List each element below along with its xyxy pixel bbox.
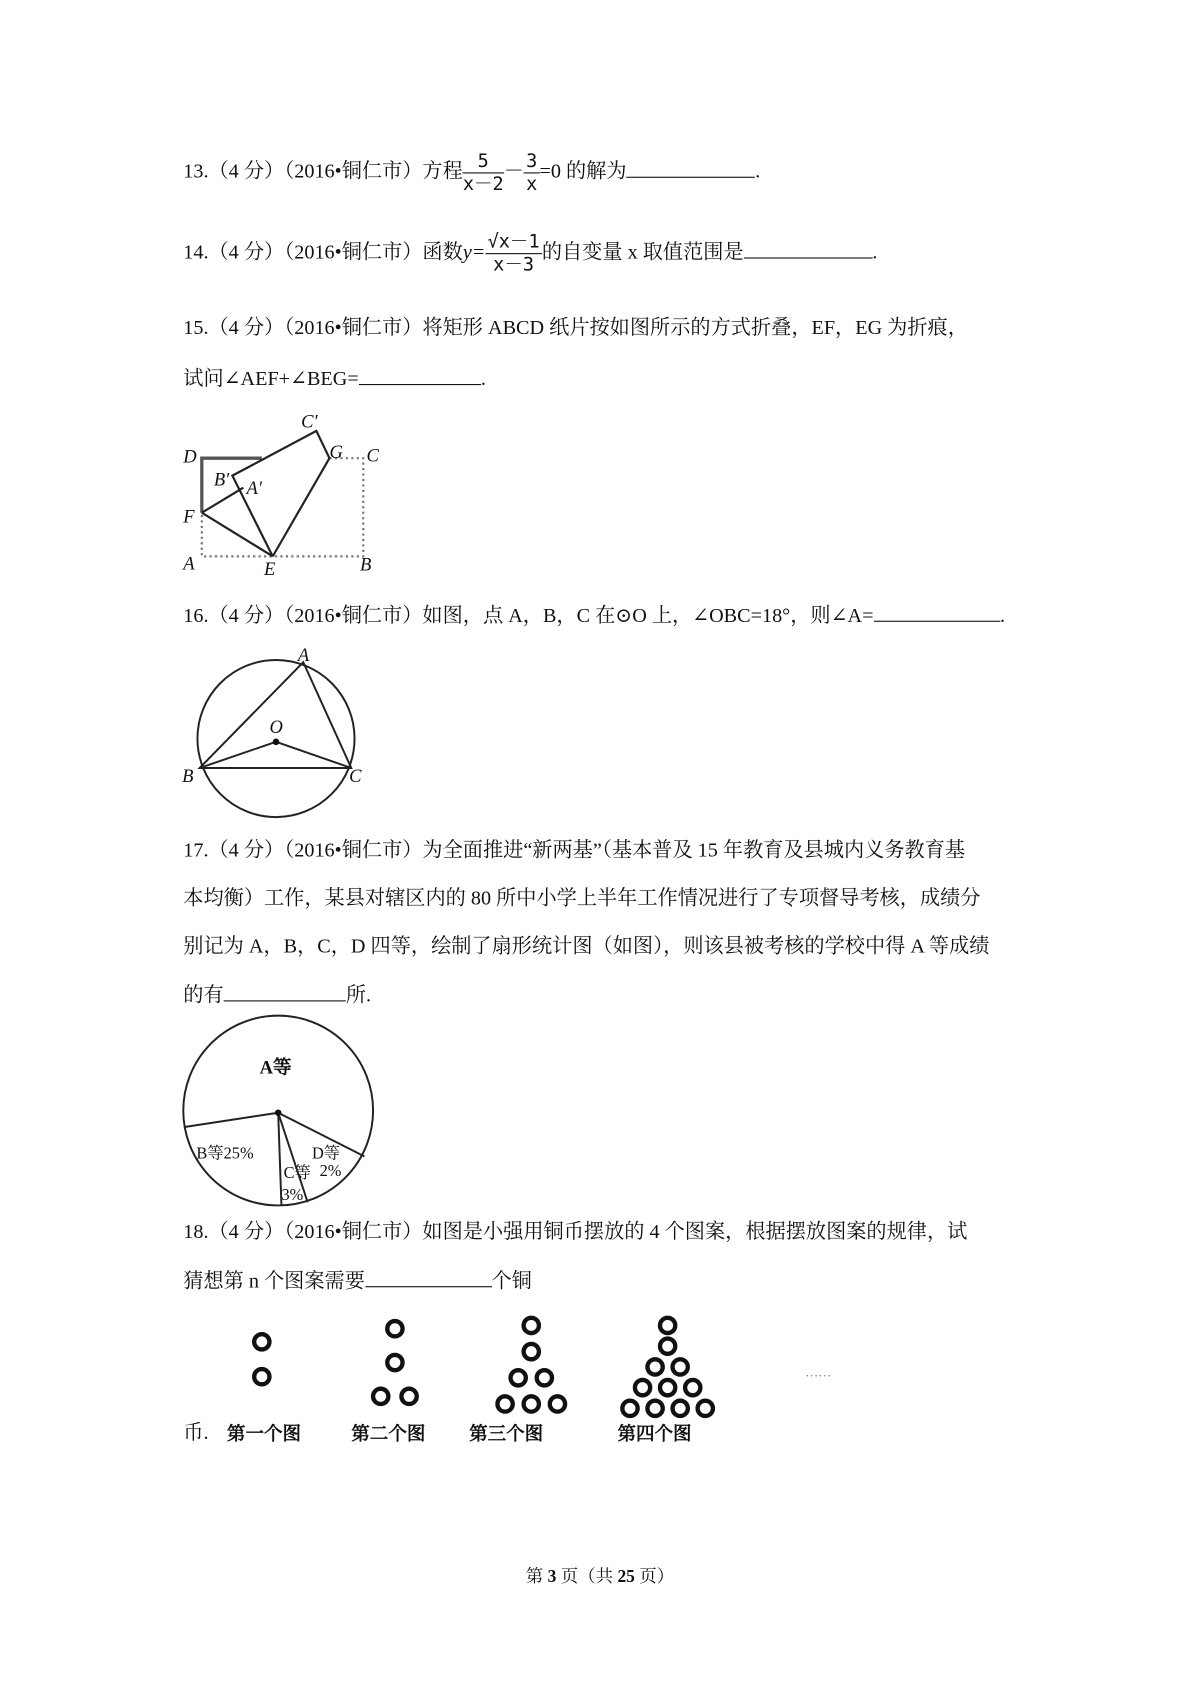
ellipsis: …… [805, 1364, 832, 1380]
q-text: 如图是小强用铜币摆放的 4 个图案，根据摆放图案的规律，试 [422, 1221, 968, 1244]
q-text: 个铜 [491, 1270, 532, 1293]
y-equals: y= [462, 241, 486, 264]
period: . [480, 368, 486, 391]
pie-label-a: A等 [259, 1057, 292, 1079]
label-a: A [183, 553, 195, 575]
coin [660, 1380, 675, 1395]
pie-label-c: C等 [283, 1163, 311, 1183]
q-num: 16. [183, 605, 209, 628]
pie-label-b: B等25% [196, 1143, 254, 1163]
label-d: D [183, 446, 197, 468]
coin [401, 1389, 416, 1404]
q-text: 的自变量 x 取值范围是 [541, 241, 744, 264]
q-meta: （4 分）（2016•铜仁市） [208, 1221, 423, 1244]
coin [660, 1339, 675, 1354]
question-15-line2 [183, 364, 486, 392]
answer-blank[interactable] [873, 601, 1000, 622]
q-meta: （4 分）（2016•铜仁市） [208, 605, 423, 628]
page-footer [0, 1562, 1200, 1587]
denominator: x [526, 173, 538, 196]
q-meta: （4 分）（2016•铜仁市） [208, 839, 423, 862]
label-f: F [183, 506, 195, 528]
page-total: 25 [617, 1567, 635, 1587]
coin [635, 1380, 650, 1395]
q-num: 13. [183, 161, 209, 183]
label-g: G [329, 442, 343, 464]
pie-label-c-percent: 3% [281, 1184, 304, 1204]
q-text: =0 的解为 [539, 161, 627, 183]
q-text: 如图，点 A，B，C 在⊙O 上，∠OBC=18°，则∠A= [422, 605, 874, 628]
label-c: C [366, 445, 379, 467]
coins [254, 1318, 713, 1416]
q-text: 的有 [183, 985, 224, 1007]
q-meta: （4 分）（2016•铜仁市） [208, 317, 423, 340]
figure-labels [181, 412, 379, 580]
label-b: B [182, 766, 194, 788]
pie-label-d: D等 [311, 1143, 341, 1163]
footer-text: 页（共 [556, 1567, 618, 1587]
q-num: 17. [183, 839, 209, 862]
caption-4: 第四个图 [617, 1423, 692, 1445]
q-text: 函数 [422, 241, 463, 264]
answer-blank[interactable] [627, 157, 756, 178]
label-b: B [359, 554, 372, 576]
period: . [872, 241, 878, 264]
answer-blank[interactable] [224, 981, 346, 1002]
numerator: 5 [463, 151, 504, 174]
footer-text: 第 [525, 1567, 548, 1587]
numerator: √x－1 [485, 231, 541, 254]
coin [254, 1334, 269, 1349]
footer-text: 页） [634, 1567, 675, 1587]
minus-sign: － [503, 161, 524, 183]
coin [254, 1369, 269, 1384]
label-a-prime: A′ [246, 478, 262, 500]
coin [387, 1321, 402, 1336]
q-text: 将矩形 ABCD 纸片按如图所示的方式折叠，EF，EG 为折痕， [422, 317, 968, 340]
caption-2: 第二个图 [351, 1423, 426, 1445]
caption-1: 第一个图 [226, 1423, 302, 1445]
pie-label-d-percent: 2% [319, 1160, 342, 1180]
coin [673, 1401, 688, 1416]
fraction [524, 151, 540, 196]
answer-blank[interactable] [365, 1267, 492, 1288]
question-17-line4 [183, 981, 371, 1009]
coin [550, 1396, 565, 1411]
coin [647, 1401, 662, 1416]
coin [673, 1359, 688, 1374]
coin [685, 1380, 700, 1395]
q-text: 币. [183, 1422, 209, 1445]
q-text: 本均衡）工作，某县对辖区内的 80 所中小学上半年工作情况进行了专项督导考核，成绩分 [183, 887, 981, 910]
coin [647, 1359, 662, 1374]
q-text: 猜想第 n 个图案需要 [183, 1270, 365, 1293]
q-num: 15. [183, 317, 209, 340]
q-meta: （4 分）（2016•铜仁市） [208, 241, 423, 264]
coin [497, 1396, 512, 1411]
coin [660, 1318, 675, 1333]
q-text: 所. [345, 985, 372, 1007]
question-16 [183, 601, 1005, 629]
q-text: 试问∠AEF+∠BEG= [183, 368, 359, 391]
question-14 [183, 231, 877, 276]
coin [524, 1396, 539, 1411]
q-text: 方程 [422, 161, 463, 183]
denominator: x－3 [493, 254, 535, 276]
label-e: E [263, 558, 276, 580]
coin [537, 1370, 552, 1385]
denominator: x－2 [462, 173, 504, 196]
page-number: 3 [547, 1567, 557, 1587]
question-17 [183, 838, 965, 864]
q-num: 18. [183, 1221, 209, 1244]
caption-3: 第三个图 [469, 1423, 544, 1445]
numerator: 3 [524, 151, 540, 174]
question-13 [183, 151, 760, 196]
question-15 [183, 315, 968, 341]
question-18-line2 [183, 1267, 532, 1295]
period: . [755, 161, 761, 183]
label-c: C [349, 766, 362, 788]
period: . [1000, 605, 1006, 628]
q-meta: （4 分）（2016•铜仁市） [208, 161, 423, 183]
coin [373, 1389, 388, 1404]
label-b-prime: B′ [213, 469, 230, 491]
coin [387, 1355, 402, 1370]
label-c-prime: C′ [301, 411, 318, 433]
answer-blank[interactable] [359, 364, 481, 385]
answer-blank[interactable] [744, 238, 873, 259]
label-o: O [269, 717, 283, 739]
label-a: A [297, 645, 310, 667]
fraction [463, 151, 504, 196]
fraction [485, 231, 541, 276]
question-18 [183, 1220, 967, 1246]
coin [524, 1318, 539, 1333]
coin [622, 1401, 637, 1416]
coin [698, 1401, 713, 1416]
q-num: 14. [183, 241, 209, 264]
coin [511, 1370, 526, 1385]
coin [524, 1344, 539, 1359]
q-text: 为全面推进“新两基”（基本普及 15 年教育及县城内义务教育基 [422, 839, 966, 862]
q-text: 别记为 A，B，C，D 四等，绘制了扇形统计图（如图），则该县被考核的学校中得 A 等成绩 [183, 935, 990, 958]
